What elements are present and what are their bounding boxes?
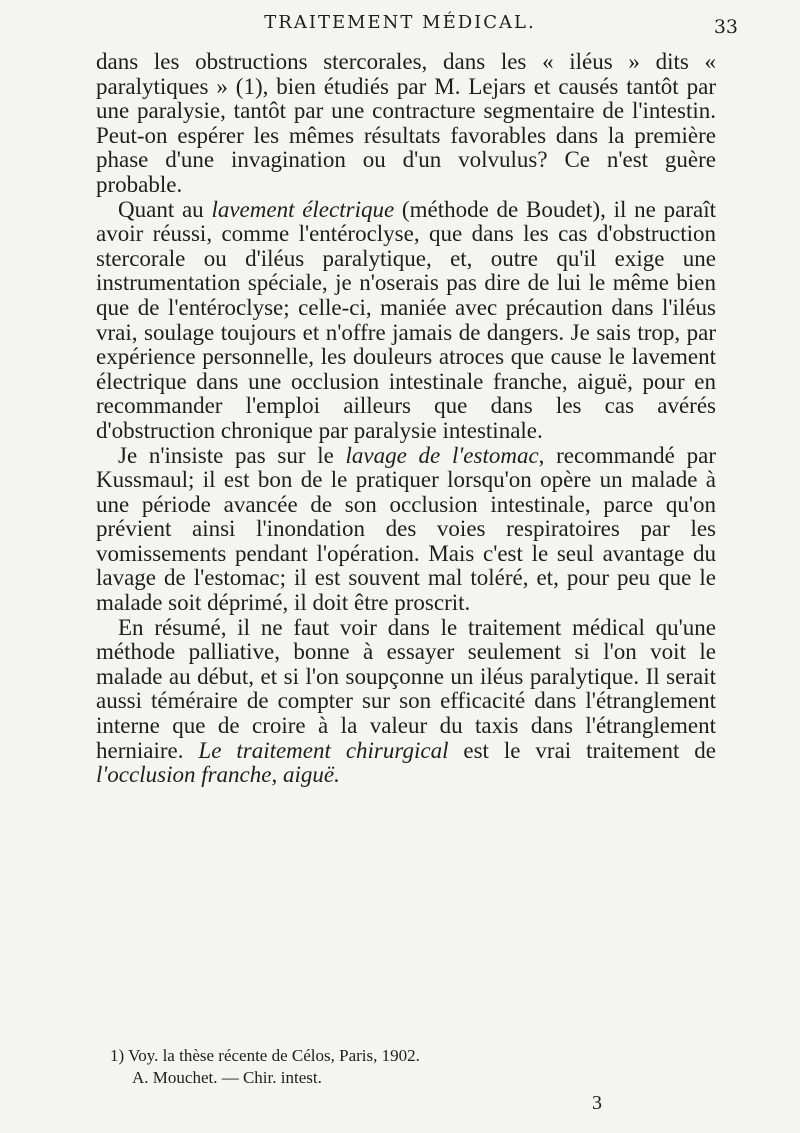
text-run: En résumé, il ne faut voir dans le traitement médical qu'une méthode palliative, bonne à essayer seulement si l'on voit le malade au début, et si l'on soupçonne un iléus paralytique. Il serait aussi téméraire de compter sur son efficacité dans l'étranglement interne que de croire à la valeur du taxis dans l'étranglement herniaire. (96, 614, 716, 763)
paragraph (96, 444, 716, 616)
emphasis-text: l'occlusion franche, aiguë. (96, 762, 340, 788)
paragraph (96, 616, 716, 788)
paragraph (96, 50, 716, 198)
text-run: (méthode de Boudet), il ne paraît avoir réussi, comme l'entéroclyse, que dans les cas d'obstruction stercorale ou d'iléus paralytique, et, outre qu'il exige une instrumentation spéciale, je n'oserais pas dire de lui le même bien que de l'entéroclyse; celle-ci, maniée avec précaution dans l'iléus vrai, soulage toujours et n'offre jamais de dangers. Je sais trop, par expérience personnelle, les douleurs atroces que cause le lavement électrique dans une occlusion intestinale franche, aiguë, pour en recommander l'emploi ailleurs que dans les cas avérés d'obstruction chronique par paralysie intestinale. (96, 196, 716, 443)
footnotes (110, 1045, 710, 1089)
paragraph (96, 198, 716, 444)
footnote-1: 1) Voy. la thèse récente de Célos, Paris, 1902. (110, 1046, 420, 1065)
text-run: dans les obstructions stercorales, dans les « iléus » dits « paralytiques » (1), bien étudiés par M. Lejars et causés tantôt par une paralysie, tantôt par une contracture segmentaire de l'intestin. Peut-on espérer les mêmes résultats favorables dans la première phase d'une invagination ou d'un volvulus? Ce n'est guère probable. (96, 49, 716, 197)
page-header (0, 8, 800, 40)
text-run: , recommandé par Kussmaul; il est bon de le pratiquer lorsqu'on opère un malade à une période avancée de son occlusion intestinale, parce qu'on prévient ainsi l'inondation des voies respiratoires par les vomissements pendant l'opération. Mais c'est le seul avantage du lavage de l'estomac; il est souvent mal toléré, et, pour peu que le malade soit déprimé, il doit être proscrit. (96, 442, 716, 616)
page-number: 33 (713, 16, 738, 38)
text-run: Je n'insiste pas sur le (118, 442, 346, 468)
emphasis-text: Le traitement chirurgical (198, 737, 449, 763)
signature-mark: 3 (592, 1092, 602, 1114)
emphasis-text: lavement électrique (211, 196, 395, 222)
running-title: TRAITEMENT MÉDICAL. (264, 12, 536, 33)
body-text (96, 50, 716, 788)
text-run: Quant au (118, 196, 212, 222)
emphasis-text: lavage de l'estomac (345, 442, 539, 468)
footnote-signature-line: A. Mouchet. — Chir. intest. (132, 1068, 322, 1087)
text-run: est le vrai traitement de (448, 737, 716, 763)
